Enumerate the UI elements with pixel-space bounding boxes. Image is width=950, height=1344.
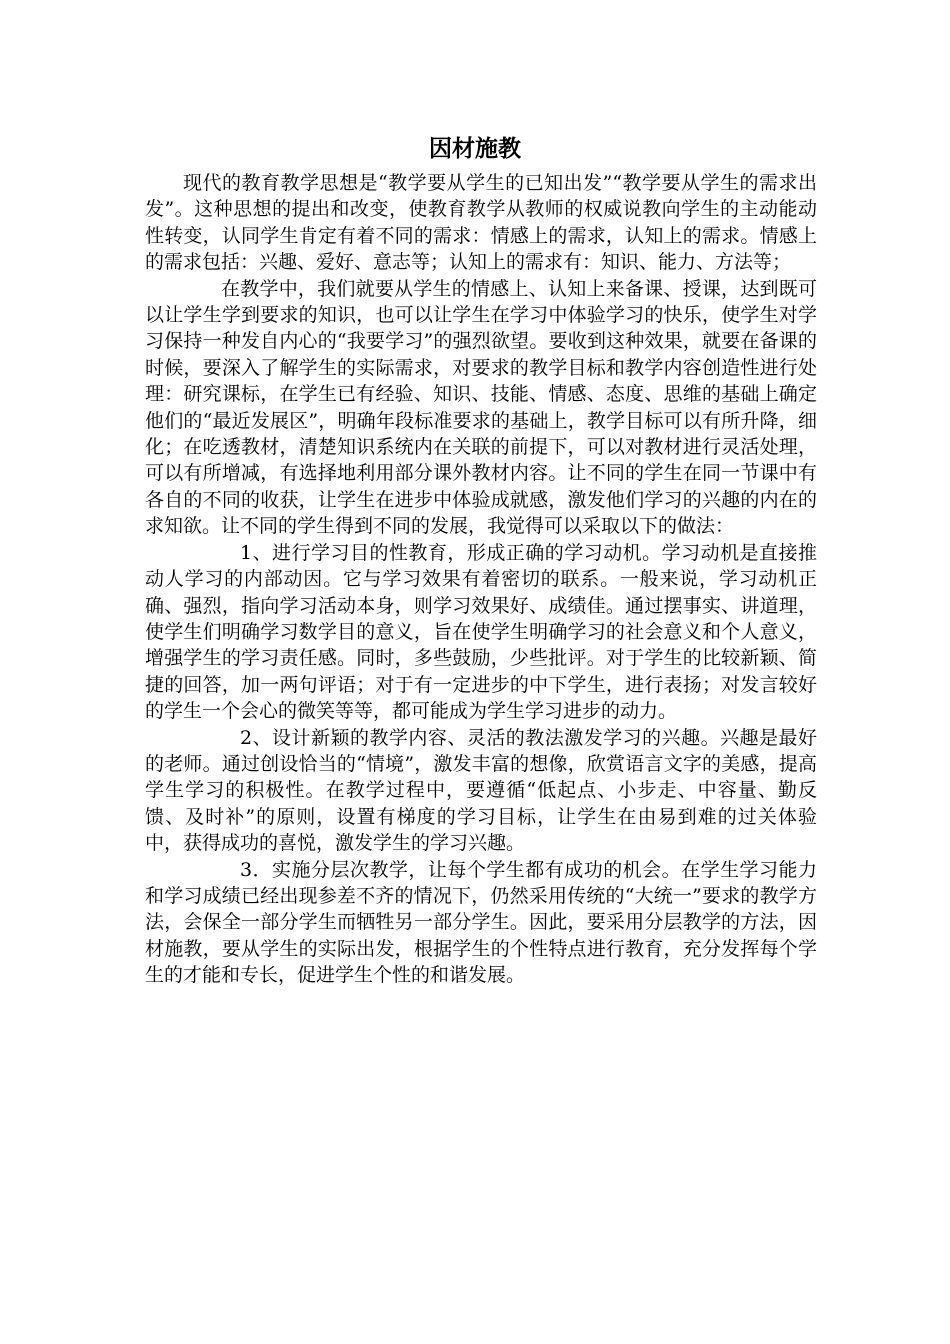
paragraph-method-3: 3．实施分层次教学，让每个学生都有成功的机会。在学生学习能力和学习成绩已经出现参差不齐的情况下，仍然采用传统的“大统一”要求的教学方法，会保全一部分学生而牺牲另一部分学生。因此，要采用分层教学的方法，因材施教，要从学生的实际出发，根据学生的个性特点进行教育，充分发挥每个学生的才能和专长，促进学生个性的和谐发展。 [145, 858, 817, 987]
paragraph-method-1: 1、进行学习目的性教育，形成正确的学习动机。学习动机是直接推动人学习的内部动因。它与学习效果有着密切的联系。一般来说，学习动机正确、强烈，指向学习活动本身，则学习效果好、成绩佳。通过摆事实、讲道理，使学生们明确学习数学目的意义，旨在使学生明确学习的社会意义和个人意义，增强学生的学习责任感。同时，多些鼓励，少些批评。对于学生的比较新颖、简捷的回答，加一两句评语；对于有一定进步的中下学生，进行表扬；对发言较好的学生一个会心的微笑等等，都可能成为学生学习进步的动力。 [145, 541, 817, 723]
paragraph-intro: 现代的教育教学思想是“教学要从学生的已知出发”“教学要从学生的需求出发”。这种思想的提出和改变，使教育教学从教师的权威说教向学生的主动能动性转变，认同学生肯定有着不同的需求：情感上的需求，认知上的需求。情感上的需求包括：兴趣、爱好、意志等；认知上的需求有：知识、能力、方法等； [145, 172, 817, 274]
document-title: 因材施教 [429, 135, 521, 162]
paragraph-teaching: 在教学中，我们就要从学生的情感上、认知上来备课、授课，达到既可以让学生学到要求的知识，也可以让学生在学习中体验学习的快乐，使学生对学习保持一种发自内心的“我要学习”的强烈欲望。要收到这种效果，就要在备课的时候，要深入了解学生的实际需求，对要求的教学目标和教学内容创造性进行处理：研究课标，在学生已有经验、知识、技能、情感、态度、思维的基础上确定他们的“最近发展区”，明确年段标准要求的基础上，教学目标可以有所升降，细化；在吃透教材，清楚知识系统内在关联的前提下，可以对教材进行灵活处理，可以有所增减，有选择地利用部分课外教材内容。让不同的学生在同一节课中有各自的不同的收获，让学生在进步中体验成就感，激发他们学习的兴趣的内在的求知欲。让不同的学生得到不同的发展，我觉得可以采取以下的做法： [145, 277, 817, 538]
paragraph-method-2: 2、设计新颖的教学内容、灵活的教法激发学习的兴趣。兴趣是最好的老师。通过创设恰当的“情境”，激发丰富的想像，欣赏语言文字的美感，提高学生学习的积极性。在教学过程中，要遵循“低起点、小步走、中容量、勤反馈、及时补”的原则，设置有梯度的学习目标，让学生在由易到难的过关体验中，获得成功的喜悦，激发学生的学习兴趣。 [145, 726, 817, 855]
document-body [145, 170, 817, 989]
